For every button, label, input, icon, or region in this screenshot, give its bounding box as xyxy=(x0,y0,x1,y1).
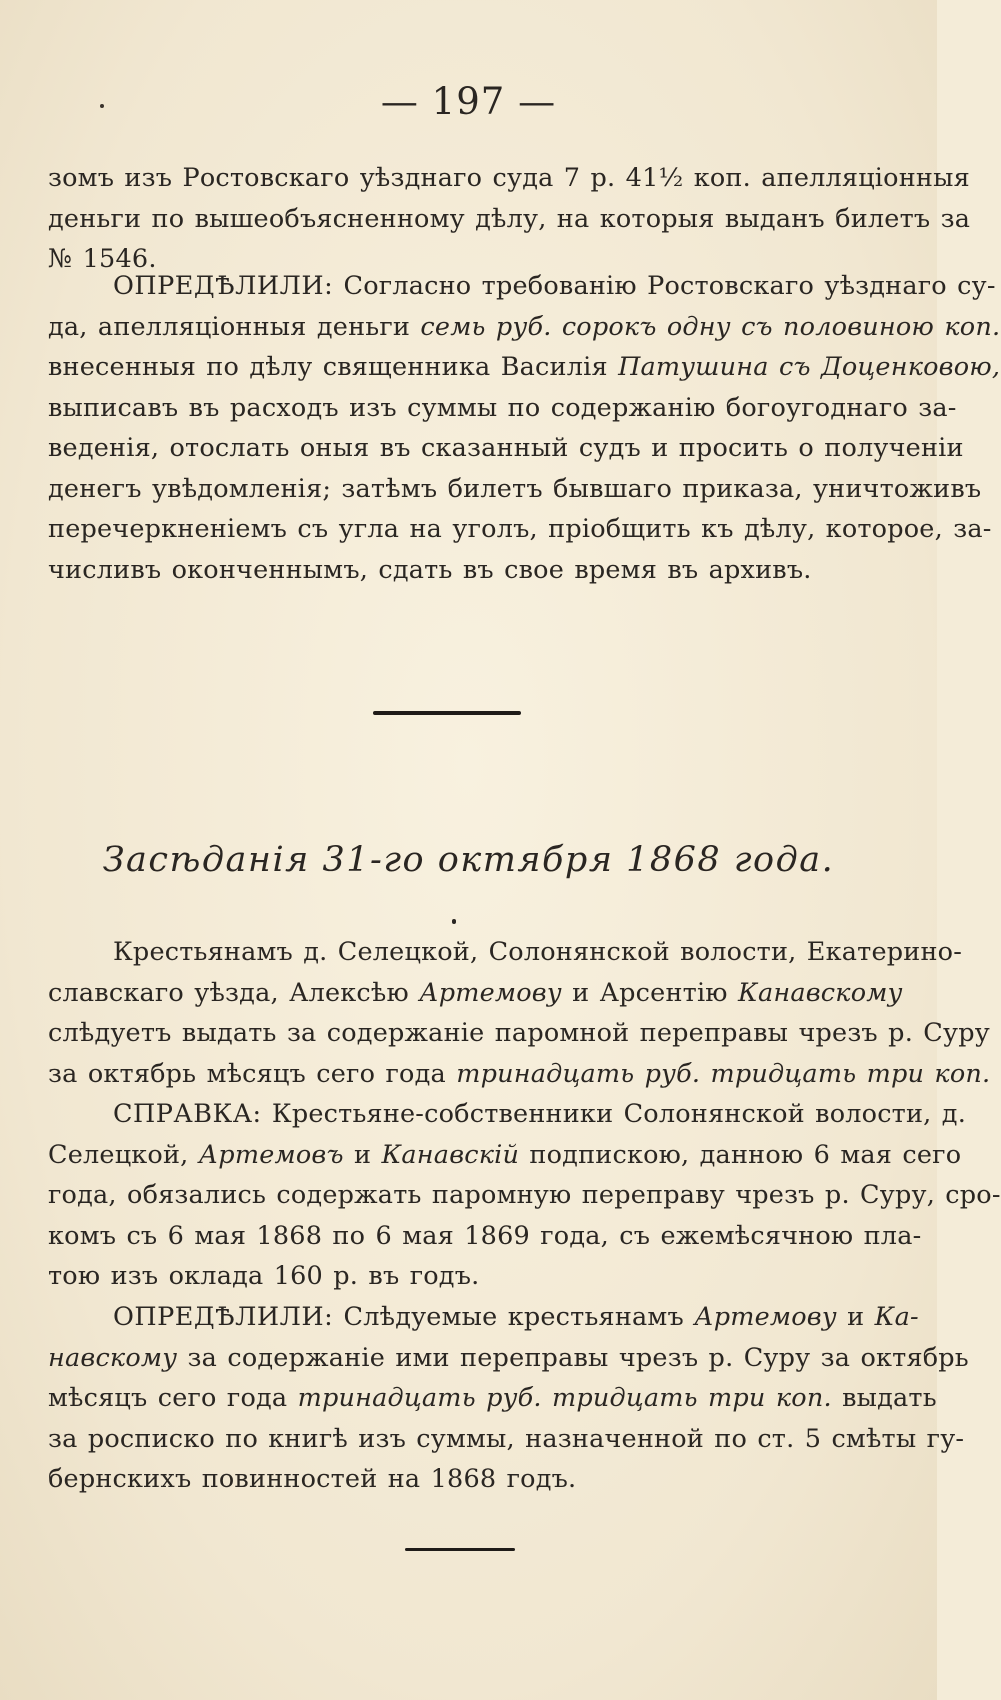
italic-name: Артемовъ xyxy=(198,1139,344,1170)
text-line: веденія, отослать оныя въ сказанный судъ и просить о полученіи xyxy=(48,433,964,463)
section2-resolution xyxy=(48,1297,969,1500)
text-span: за октябрь мѣсяцъ сего года xyxy=(48,1058,457,1089)
text-line: денегъ увѣдомленія; затѣмъ билетъ бывшаго приказа, уничтоживъ xyxy=(48,473,982,504)
text-line xyxy=(48,1297,919,1338)
session-heading: Засѣданія 31-го октября 1868 года. xyxy=(102,840,835,880)
text-line: бернскихъ повинностей на 1868 годъ. xyxy=(48,1464,577,1494)
end-divider xyxy=(405,1548,515,1551)
text-span: да, апелляціонныя деньги xyxy=(48,311,421,342)
text-line: числивъ оконченнымъ, сдать въ свое время въ архивъ. xyxy=(48,554,812,585)
text-line: зомъ изъ Ростовскаго уѣзднаго суда 7 р. 41½ коп. апелляціонныя xyxy=(48,163,970,193)
text-line: № 1546. xyxy=(48,244,157,274)
text-line xyxy=(48,1378,937,1419)
resolution-label: ОПРЕДѢЛИЛИ: xyxy=(113,1302,334,1332)
section1-resolution xyxy=(48,266,1001,590)
italic-name: навскому xyxy=(48,1342,178,1373)
page-number: — 197 — xyxy=(380,80,557,123)
text-span: Согласно требованію Ростовскаго уѣзднаго су- xyxy=(333,271,996,301)
text-span: славскаго уѣзда, Алексѣю xyxy=(48,977,420,1008)
text-line xyxy=(48,347,1001,388)
text-line xyxy=(48,266,996,307)
text-span: выдать xyxy=(831,1383,937,1413)
italic-names: Патушина съ Доценковою, xyxy=(618,352,1001,382)
text-line: выписавъ въ расходъ изъ суммы по содержанію богоугоднаго за- xyxy=(48,392,957,423)
italic-name: Артемову xyxy=(694,1302,837,1332)
ornament-dot xyxy=(452,919,456,924)
text-span: Крестьяне-собственники Солонянской волости, д. xyxy=(261,1099,967,1129)
text-line: за росписко по книгѣ изъ суммы, назначенной по ст. 5 смѣты гу- xyxy=(48,1423,965,1454)
section2-paragraph-1 xyxy=(48,932,991,1094)
text-span: Селецкой, xyxy=(48,1139,199,1170)
text-span: и Арсентію xyxy=(561,977,739,1008)
text-line xyxy=(48,307,1001,348)
italic-amount: тринадцать руб. тридцать три коп. xyxy=(297,1383,832,1413)
text-span: подпискою, данною 6 мая сего xyxy=(519,1139,962,1170)
text-line: года, обязались содержать паромную переправу чрезъ р. Суру, сро- xyxy=(48,1180,1001,1210)
text-line: деньги по вышеобъясненному дѣлу, на которыя выданъ билетъ за xyxy=(48,203,971,234)
section1-paragraph xyxy=(48,158,971,280)
italic-name: Канавскій xyxy=(381,1139,520,1170)
text-line: комъ съ 6 мая 1868 по 6 мая 1869 года, съ ежемѣсячною пла- xyxy=(48,1220,922,1251)
text-line: слѣдуетъ выдать за содержаніе паромной переправы чрезъ р. Суру xyxy=(48,1018,990,1048)
text-line xyxy=(48,1135,962,1176)
text-line xyxy=(48,1338,969,1379)
section-divider xyxy=(373,711,521,715)
section2-inquiry xyxy=(48,1094,1001,1297)
text-line: Крестьянамъ д. Селецкой, Солонянской волости, Екатерино- xyxy=(113,937,963,967)
italic-name: Артемову xyxy=(419,977,562,1008)
text-span: мѣсяцъ сего года xyxy=(48,1383,298,1413)
text-span: внесенныя по дѣлу священника Василія xyxy=(48,352,619,382)
inquiry-label: СПРАВКА: xyxy=(113,1099,262,1129)
text-span: за содержаніе ими переправы чрезъ р. Суру за октябрь xyxy=(177,1342,969,1373)
resolution-label: ОПРЕДѢЛИЛИ: xyxy=(113,271,334,301)
text-line: тою изъ оклада 160 р. въ годъ. xyxy=(48,1261,480,1291)
italic-amount: тринадцать руб. тридцать три коп. xyxy=(456,1058,991,1089)
text-line xyxy=(48,1094,967,1135)
italic-name: Ка- xyxy=(874,1302,919,1332)
italic-name: Канавскому xyxy=(738,977,903,1008)
text-span: Слѣдуемые крестьянамъ xyxy=(333,1302,695,1332)
text-line: перечеркненіемъ съ угла на уголъ, пріобщить къ дѣлу, которое, за- xyxy=(48,514,992,544)
text-span: и xyxy=(836,1302,875,1332)
italic-amount: семь руб. сорокъ одну съ половиною коп. xyxy=(420,311,1001,342)
text-span: и xyxy=(343,1139,382,1170)
text-line xyxy=(48,1054,991,1095)
text-line xyxy=(48,973,903,1014)
